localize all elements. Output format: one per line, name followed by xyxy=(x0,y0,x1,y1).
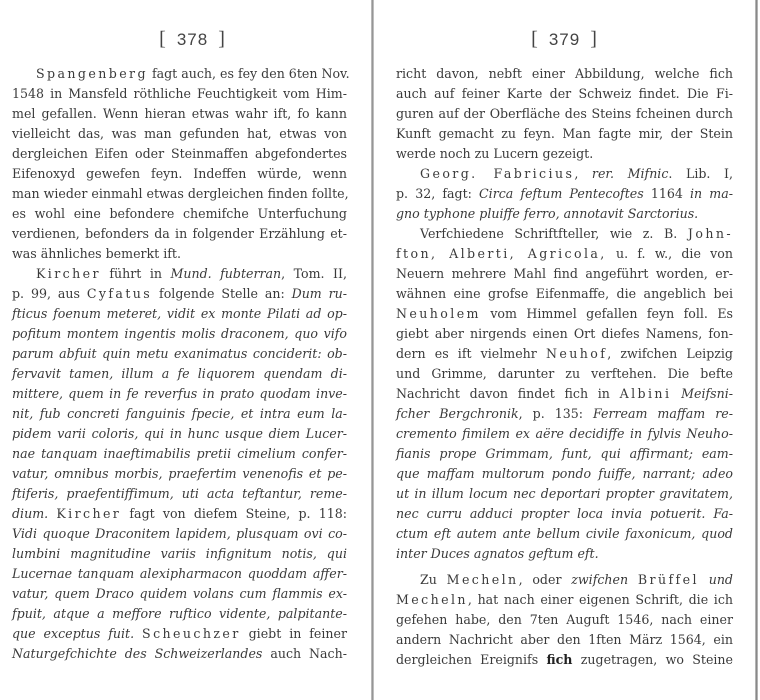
text-segment: p. 99, aus xyxy=(12,286,87,301)
text-line xyxy=(396,504,733,524)
text-segment: , oder xyxy=(518,572,572,587)
text-line xyxy=(12,244,347,264)
text-line xyxy=(12,404,347,424)
text-line xyxy=(396,304,733,324)
text-line xyxy=(396,344,733,364)
italic-text: gno typhone pluiffe ferro, annotavit Sarctorius. xyxy=(396,206,699,221)
italic-text: nec curru adduci propter loca invia potuerit. Fa- xyxy=(396,506,733,521)
text-segment: Verfchiedene Schriftfteller, wie z. B. xyxy=(420,226,688,241)
page-number-right xyxy=(374,28,755,51)
text-line xyxy=(12,464,347,484)
text-segment: , xyxy=(574,166,592,181)
italic-text: que maffam multorum pondo fuiffe, narrant; adeo xyxy=(396,466,733,481)
text-segment: dern es ift vielmehr xyxy=(396,346,546,361)
italic-text: Ferream maffam re- xyxy=(592,406,733,421)
text-segment: auch auf feiner Karte der Schweiz findet. Die Fi- xyxy=(396,86,733,101)
text-segment xyxy=(134,626,142,641)
text-line xyxy=(396,484,733,504)
spaced-name: Brüffel xyxy=(637,572,699,587)
text-line xyxy=(396,64,733,84)
page-number-value: 378 xyxy=(176,30,209,49)
text-segment: dergleichen Eifen oder Steinmaffen abgefondertes xyxy=(12,146,347,161)
italic-text: parum abfuit quin metu exanimatus conciderit: ob- xyxy=(12,346,347,361)
text-segment: u. f. w., die von xyxy=(606,246,733,261)
text-line xyxy=(396,590,733,610)
italic-text: dium. xyxy=(12,506,49,521)
italic-text: inter Duces agnatos geftum eft. xyxy=(396,546,599,561)
text-segment: giebt aber nirgends einen Ort diefes Namens, fon- xyxy=(396,326,733,341)
bracket-close: ] xyxy=(218,28,226,50)
text-segment: werde noch zu Lucern gezeigt. xyxy=(396,146,594,161)
text-segment xyxy=(671,386,681,401)
text-line xyxy=(12,164,347,184)
text-segment: zugetragen, wo Steine xyxy=(572,652,733,667)
text-line xyxy=(396,404,733,424)
text-segment: auch Nach- xyxy=(262,646,347,661)
text-line xyxy=(396,284,733,304)
text-line xyxy=(396,544,733,564)
text-segment: , Tom. II, xyxy=(281,266,347,281)
italic-text: ctum eft autem ante bellum civile faxonicum, quod xyxy=(396,526,733,541)
right-page xyxy=(374,0,755,700)
text-line xyxy=(396,104,733,124)
text-segment: , zwifchen Leipzig xyxy=(607,346,733,361)
text-segment: man wieder einmahl etwas dergleichen finden follte, xyxy=(12,186,349,201)
italic-text: vatur, quem Draco quidem volans cum flammis ex- xyxy=(12,586,347,601)
text-segment: guren auf der Oberfläche des Steins fcheinen durch xyxy=(396,106,733,121)
text-segment: mel gefallen. Wenn hieran etwas wahr ift, fo kann xyxy=(12,106,347,121)
italic-text: Naturgefchichte des Schweizerlandes xyxy=(12,646,263,661)
bracket-open: [ xyxy=(159,28,167,50)
italic-text: fticus foenum meteret, vidit ex monte Pilati ad op- xyxy=(12,306,347,321)
text-line xyxy=(396,324,733,344)
text-line xyxy=(396,424,733,444)
text-line xyxy=(12,504,347,524)
text-segment: vielleicht das, was man gefunden hat, etwas von xyxy=(12,126,347,141)
text-segment: giebt in feiner xyxy=(240,626,347,641)
text-segment: fagt auch, es fey den 6ten Nov. xyxy=(147,66,350,81)
spaced-name: Mecheln xyxy=(396,592,468,607)
text-line xyxy=(396,164,733,184)
text-line xyxy=(12,544,347,564)
text-segment: dergleichen Ereignifs xyxy=(396,652,547,667)
italic-text: Lucernae tanquam alexipharmacon quoddam affer- xyxy=(12,566,347,581)
text-segment: Nachricht davon findet fich in xyxy=(396,386,620,401)
text-line xyxy=(12,284,347,304)
spaced-name: Scheuchzer xyxy=(142,626,241,641)
italic-text: que exceptus fuit. xyxy=(12,626,135,641)
text-line xyxy=(396,244,733,264)
text-line xyxy=(12,444,347,464)
text-segment: Neuern mehrere Mahl find angeführt worden, er- xyxy=(396,266,733,281)
text-line xyxy=(12,624,347,644)
text-segment: . Lib. I, xyxy=(668,166,733,181)
spaced-name: John- xyxy=(687,226,733,241)
text-line xyxy=(396,224,733,244)
italic-text: fervavit tamen, illum a fe liquorem quendam di- xyxy=(12,366,347,381)
text-line xyxy=(396,570,733,590)
text-line xyxy=(396,650,733,670)
text-segment: vom Himmel gefallen feyn foll. Es xyxy=(480,306,733,321)
text-line xyxy=(396,384,733,404)
text-segment: andern Nachricht aber den 1ften März 1564, ein xyxy=(396,632,733,647)
text-segment: fich xyxy=(546,652,573,667)
text-segment: p. 32, fagt: xyxy=(396,186,480,201)
spaced-name: Kircher xyxy=(36,266,101,281)
text-line xyxy=(12,144,347,164)
text-segment: 1164 xyxy=(643,186,691,201)
text-line xyxy=(396,610,733,630)
italic-text: fcher Bergchronik xyxy=(396,406,519,421)
text-segment: führt in xyxy=(100,266,171,281)
text-line xyxy=(12,124,347,144)
italic-text: lumbini magnitudine variis infignitum notis, qui xyxy=(12,546,347,561)
text-line xyxy=(12,644,347,664)
italic-text: vatur, omnibus morbis, praefertim venenofis et pe- xyxy=(12,466,347,481)
spaced-name: Neuhof xyxy=(545,346,608,361)
spaced-name: Neuholem xyxy=(396,306,481,321)
text-line xyxy=(12,84,347,104)
text-line xyxy=(12,584,347,604)
text-segment: was ähnliches bemerkt ift. xyxy=(12,246,182,261)
page-edge-border xyxy=(755,0,758,700)
italic-text: Dum ru- xyxy=(291,286,348,301)
spaced-name: Georg. Fabricius xyxy=(420,166,575,181)
text-segment: fagt von diefem Steine, p. 118: xyxy=(121,506,347,521)
text-line xyxy=(12,344,347,364)
text-line xyxy=(12,364,347,384)
bracket-open: [ xyxy=(531,28,539,50)
italic-text: nae tanquam inaeftimabilis pretii cimelium confer- xyxy=(12,446,347,461)
text-segment: wähnen eine grofse Eifenmaffe, die angeblich bei xyxy=(396,286,733,301)
spaced-name: Mecheln xyxy=(446,572,519,587)
spaced-name: Spangenberg xyxy=(36,66,148,81)
italic-text: nit, fub concreti fanguinis fpecie, et intra eum la- xyxy=(12,406,347,421)
text-segment: folgende Stelle an: xyxy=(152,286,292,301)
italic-text: Vidi quoque Draconitem lapidem, plusquam ovi co- xyxy=(12,526,347,541)
text-segment: Kunft gemacht zu feyn. Man fagte mir, der Stein xyxy=(396,126,733,141)
text-segment: es wohl eine befondere chemifche Unterfuchung xyxy=(12,206,347,221)
text-line xyxy=(12,324,347,344)
text-segment: und Grimme, darunter zu verftehen. Die befte xyxy=(396,366,733,381)
text-line xyxy=(12,184,347,204)
text-line xyxy=(396,184,733,204)
text-line xyxy=(396,630,733,650)
spaced-name: Albini xyxy=(619,386,672,401)
italic-text: fianis prope Grimmam, funt, qui affirmant; eam- xyxy=(396,446,733,461)
text-line xyxy=(12,224,347,244)
italic-text: rer. Mifnic xyxy=(591,166,669,181)
text-line xyxy=(12,204,347,224)
text-line xyxy=(396,124,733,144)
text-line xyxy=(12,104,347,124)
text-line xyxy=(12,424,347,444)
page-number-left xyxy=(14,28,371,51)
italic-text: fpuit, atque a meffore ruftico vidente, palpitante- xyxy=(12,606,347,621)
text-segment: verdienen, befonders da in folgender Erzählung et- xyxy=(12,226,347,241)
italic-text: Mund. fubterran xyxy=(170,266,282,281)
italic-text: und xyxy=(708,572,733,587)
italic-text: zwifchen xyxy=(571,572,629,587)
text-segment xyxy=(628,572,638,587)
text-line xyxy=(12,304,347,324)
spaced-name: Cyfatus xyxy=(86,286,153,301)
spaced-name: Kircher xyxy=(56,506,122,521)
text-line xyxy=(12,264,347,284)
text-segment: , p. 135: xyxy=(518,406,593,421)
italic-text: mittere, quem in fe reverfus in prato quodam inve- xyxy=(12,386,347,401)
text-line xyxy=(396,264,733,284)
text-line xyxy=(396,364,733,384)
text-line xyxy=(396,84,733,104)
text-line xyxy=(396,444,733,464)
text-line xyxy=(396,524,733,544)
text-line xyxy=(12,484,347,504)
text-line xyxy=(12,564,347,584)
italic-text: pidem varii coloris, qui in hunc usque diem Lucer- xyxy=(12,426,347,441)
italic-text: cremento fimilem ex aëre decidiffe in fylvis Neuho- xyxy=(396,426,733,441)
page-number-value: 379 xyxy=(548,30,581,49)
left-page-body-text xyxy=(12,64,350,664)
italic-text: Meifsni- xyxy=(681,386,733,401)
text-line xyxy=(396,144,733,164)
text-segment: Zu xyxy=(420,572,447,587)
text-segment: Eifenoxyd gewefen feyn. Indeffen würde, wenn xyxy=(12,166,347,181)
text-line xyxy=(12,64,350,84)
text-line xyxy=(12,524,347,544)
left-page xyxy=(0,0,371,700)
text-line xyxy=(12,604,347,624)
italic-text: pofitum montem ingentis molis draconem, quo vifo xyxy=(12,326,347,341)
italic-text: ftiferis, praefentiffimum, uti acta teftantur, reme- xyxy=(12,486,347,501)
text-segment xyxy=(699,572,709,587)
bracket-close: ] xyxy=(590,28,598,50)
spaced-name: fton, Alberti, Agricola, xyxy=(396,246,607,261)
text-segment: richt davon, nebft einer Abbildung, welche fich xyxy=(396,66,733,81)
right-page-body-text xyxy=(396,64,733,670)
text-segment: 1548 in Mansfeld röthliche Feuchtigkeit vom Him- xyxy=(12,86,347,101)
text-line xyxy=(396,204,733,224)
text-segment: gefehen habe, den 7ten Auguft 1546, nach einer xyxy=(396,612,733,627)
text-segment: , hat nach einer eigenen Schrift, die ich xyxy=(467,592,733,607)
text-line xyxy=(12,384,347,404)
text-line xyxy=(396,464,733,484)
italic-text: Circa feftum Pentecoftes xyxy=(479,186,644,201)
italic-text: ut in illum locum nec deportari propter gravitatem, xyxy=(396,486,733,501)
italic-text: in ma- xyxy=(690,186,734,201)
